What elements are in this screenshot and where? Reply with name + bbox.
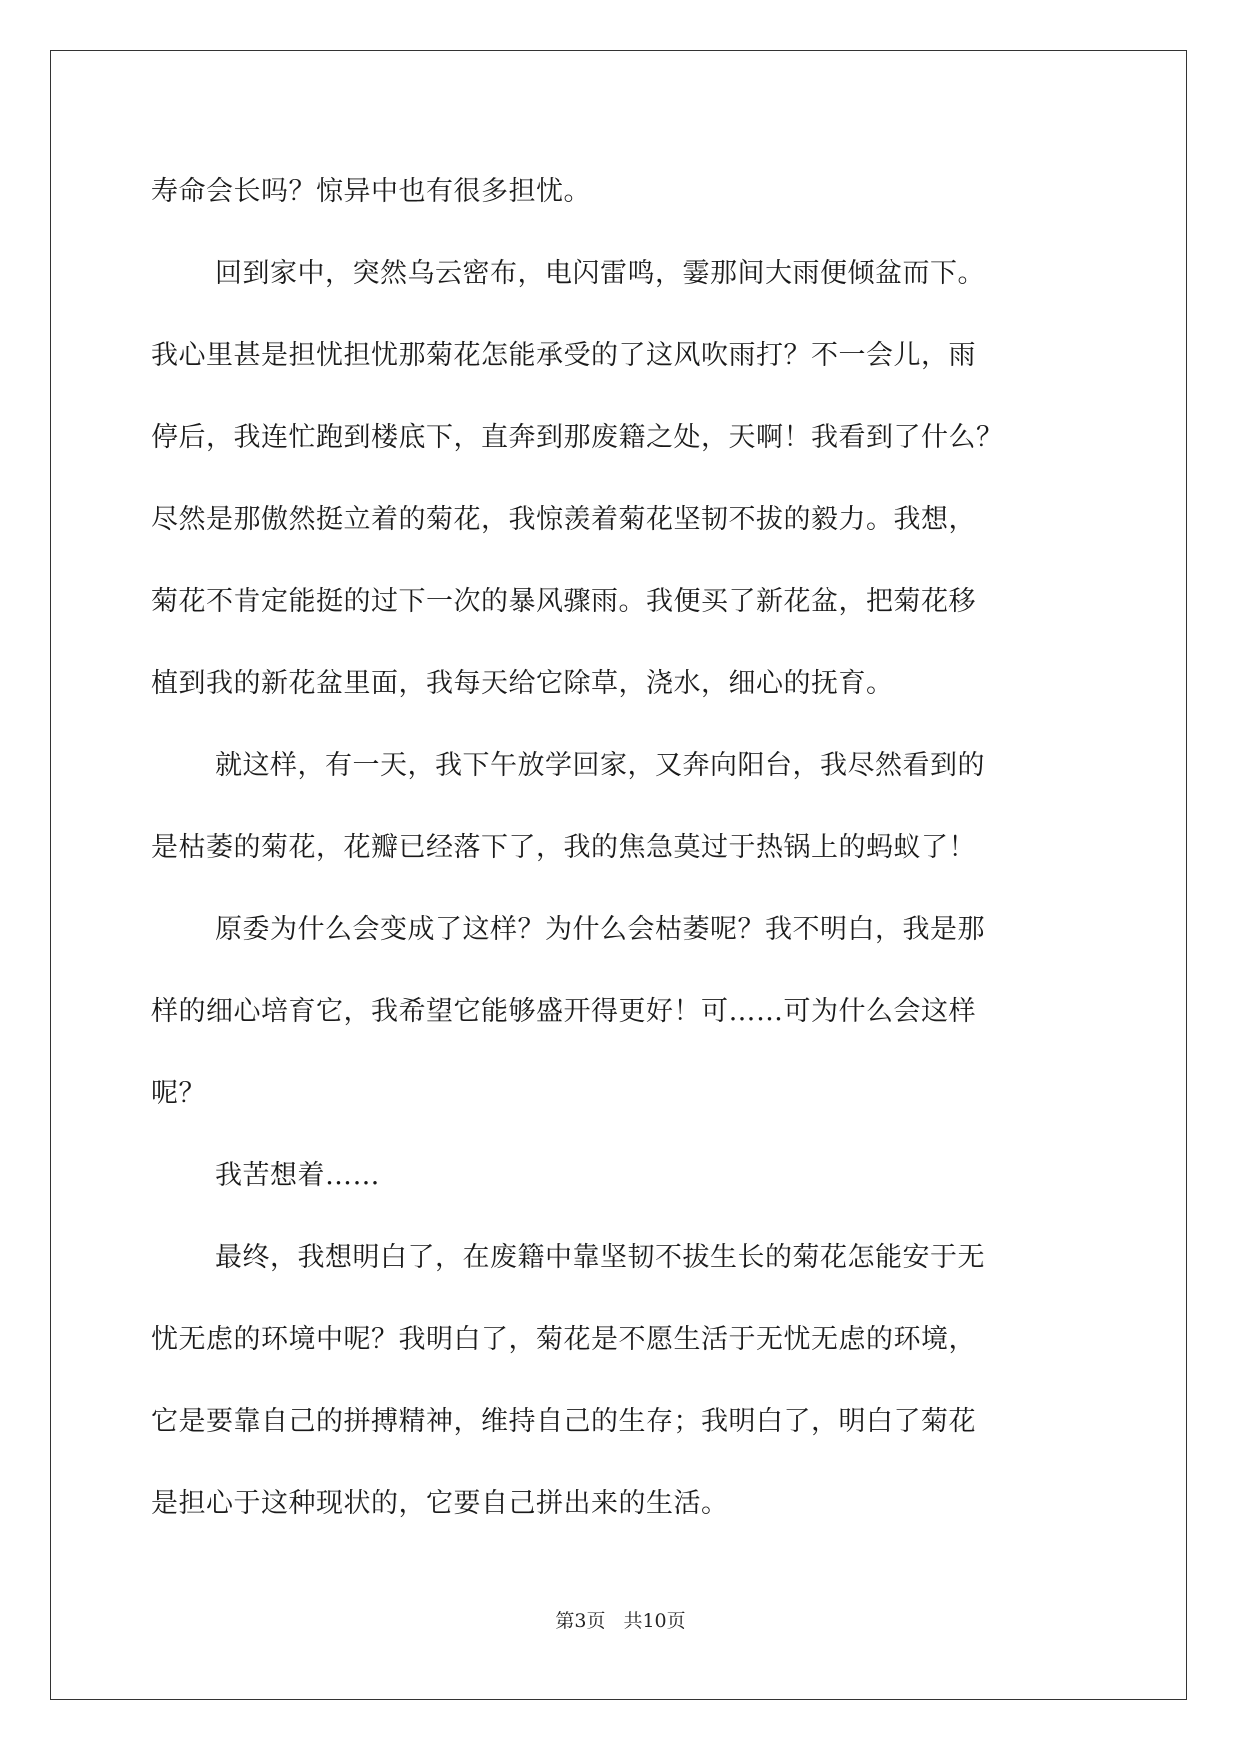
document-body <box>151 162 1091 1556</box>
text-line: 我苦想着…… <box>215 1160 380 1191</box>
text-line: 样的细心培育它，我希望它能够盛开得更好！可……可为什么会这样 <box>151 996 976 1027</box>
page-number: 第3页 <box>555 1610 606 1632</box>
text-line: 最终，我想明白了，在废籍中靠坚韧不拔生长的菊花怎能安于无 <box>215 1242 985 1273</box>
text-line: 菊花不肯定能挺的过下一次的暴风骤雨。我便买了新花盆，把菊花移 <box>151 586 976 617</box>
text-line: 寿命会长吗？惊异中也有很多担忧。 <box>151 176 591 207</box>
text-line: 原委为什么会变成了这样？为什么会枯萎呢？我不明白，我是那 <box>215 914 985 945</box>
text-line: 它是要靠自己的拼搏精神，维持自己的生存；我明白了，明白了菊花 <box>151 1406 976 1437</box>
page-total: 共10页 <box>623 1610 686 1632</box>
text-line: 停后，我连忙跑到楼底下，直奔到那废籍之处，天啊！我看到了什么？ <box>151 422 1004 453</box>
text-line: 植到我的新花盆里面，我每天给它除草，浇水，细心的抚育。 <box>151 668 894 699</box>
text-line: 呢？ <box>151 1078 206 1109</box>
text-line: 尽然是那傲然挺立着的菊花，我惊羡着菊花坚韧不拔的毅力。我想， <box>151 504 976 535</box>
page-footer <box>0 1606 1241 1633</box>
text-line: 就这样，有一天，我下午放学回家，又奔向阳台，我尽然看到的 <box>215 750 985 781</box>
text-line: 我心里甚是担忧担忧那菊花怎能承受的了这风吹雨打？不一会儿，雨 <box>151 340 976 371</box>
text-line: 是担心于这种现状的，它要自己拼出来的生活。 <box>151 1488 729 1519</box>
text-line: 忧无虑的环境中呢？我明白了，菊花是不愿生活于无忧无虑的环境， <box>151 1324 976 1355</box>
text-line: 是枯萎的菊花，花瓣已经落下了，我的焦急莫过于热锅上的蚂蚁了！ <box>151 832 976 863</box>
text-line: 回到家中，突然乌云密布，电闪雷鸣，霎那间大雨便倾盆而下。 <box>215 258 985 289</box>
